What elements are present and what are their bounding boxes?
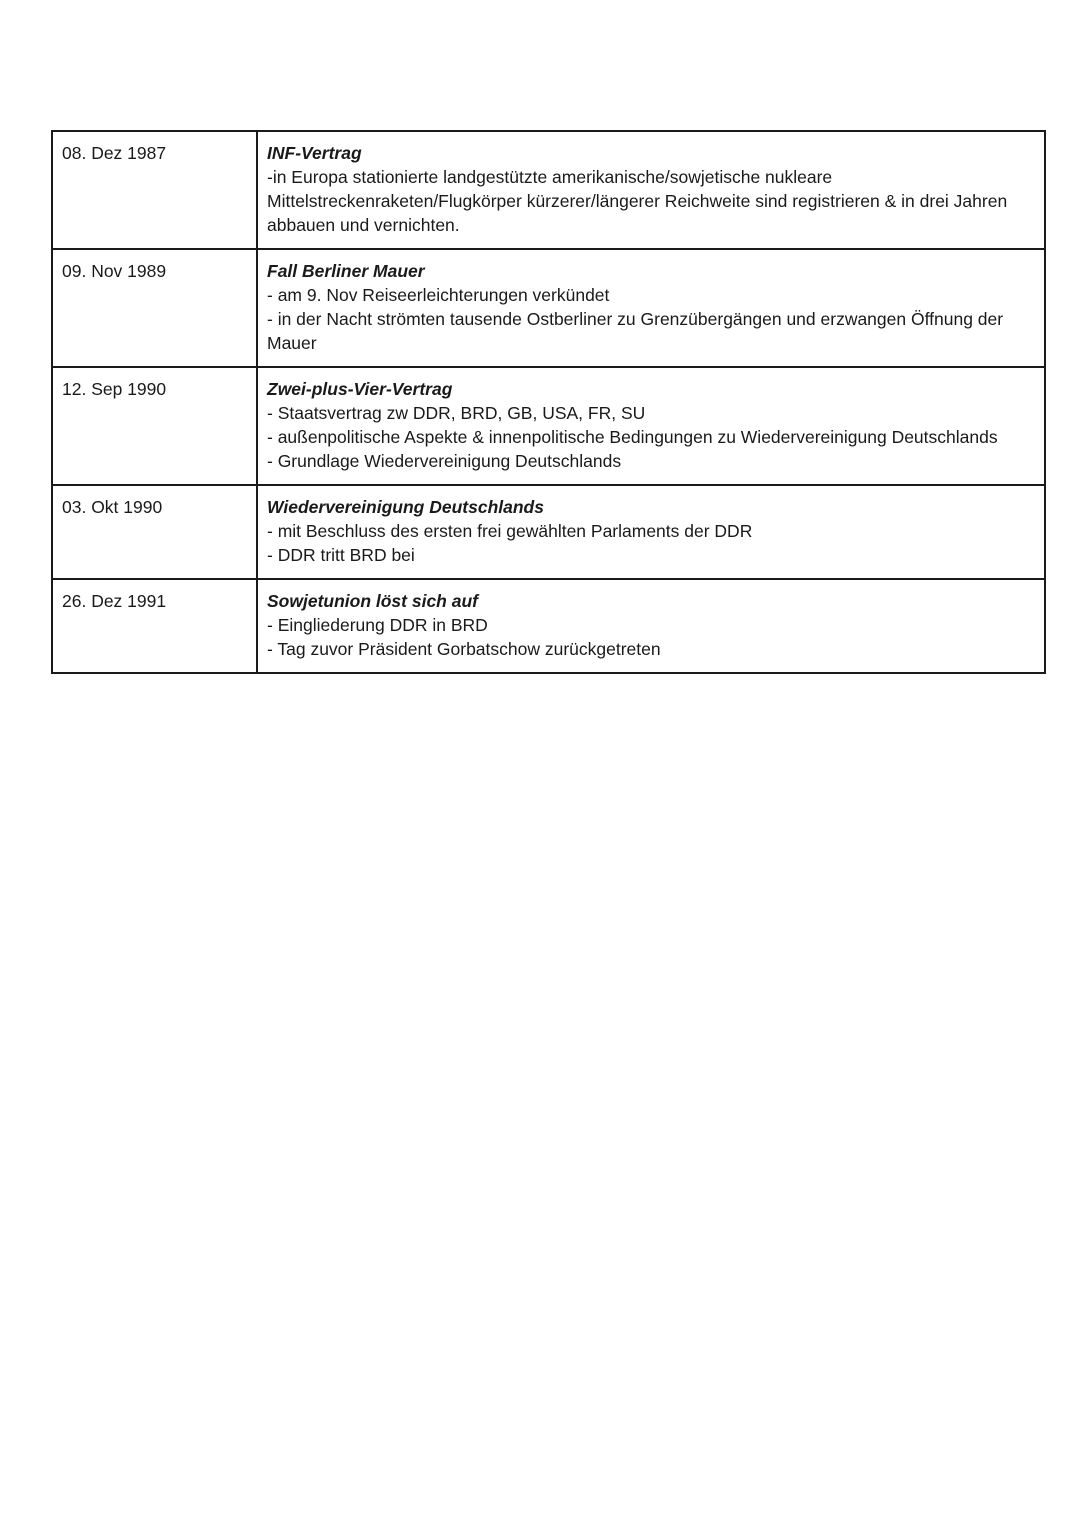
event-title: Zwei-plus-Vier-Vertrag	[267, 379, 453, 399]
event-detail: - außenpolitische Aspekte & innenpolitische Bedingungen zu Wiedervereinigung Deutschlands	[267, 427, 998, 447]
table-row	[52, 579, 1045, 673]
event-detail: - in der Nacht strömten tausende Ostberliner zu Grenzübergängen und erzwangen Öffnung der Mauer	[267, 309, 1004, 353]
event-detail: - DDR tritt BRD bei	[267, 545, 415, 565]
event-cell	[257, 249, 1045, 367]
event-detail: - Grundlage Wiedervereinigung Deutschlands	[267, 451, 622, 471]
date-cell: 26. Dez 1991	[52, 579, 257, 673]
table-row	[52, 249, 1045, 367]
event-cell	[257, 367, 1045, 485]
event-title: INF-Vertrag	[267, 143, 362, 163]
event-title: Sowjetunion löst sich auf	[267, 591, 478, 611]
event-detail: - Eingliederung DDR in BRD	[267, 615, 488, 635]
event-detail: - am 9. Nov Reiseerleichterungen verkündet	[267, 285, 610, 305]
event-cell	[257, 579, 1045, 673]
event-title: Wiedervereinigung Deutschlands	[267, 497, 544, 517]
event-detail: - Tag zuvor Präsident Gorbatschow zurückgetreten	[267, 639, 661, 659]
event-detail: - mit Beschluss des ersten frei gewählten Parlaments der DDR	[267, 521, 753, 541]
event-cell	[257, 485, 1045, 579]
date-cell: 09. Nov 1989	[52, 249, 257, 367]
date-cell: 03. Okt 1990	[52, 485, 257, 579]
event-detail: - Staatsvertrag zw DDR, BRD, GB, USA, FR, SU	[267, 403, 646, 423]
event-cell	[257, 131, 1045, 249]
table-row	[52, 131, 1045, 249]
event-title: Fall Berliner Mauer	[267, 261, 425, 281]
date-cell: 12. Sep 1990	[52, 367, 257, 485]
timeline-table	[51, 130, 1046, 674]
table-row	[52, 485, 1045, 579]
event-detail: -in Europa stationierte landgestützte amerikanische/sowjetische nukleare Mittelstreckenraketen/Flugkörper kürzerer/längerer Reichweite sind registrieren & in drei Jahren abbauen und vernichten.	[267, 167, 1008, 235]
date-cell: 08. Dez 1987	[52, 131, 257, 249]
table-row	[52, 367, 1045, 485]
